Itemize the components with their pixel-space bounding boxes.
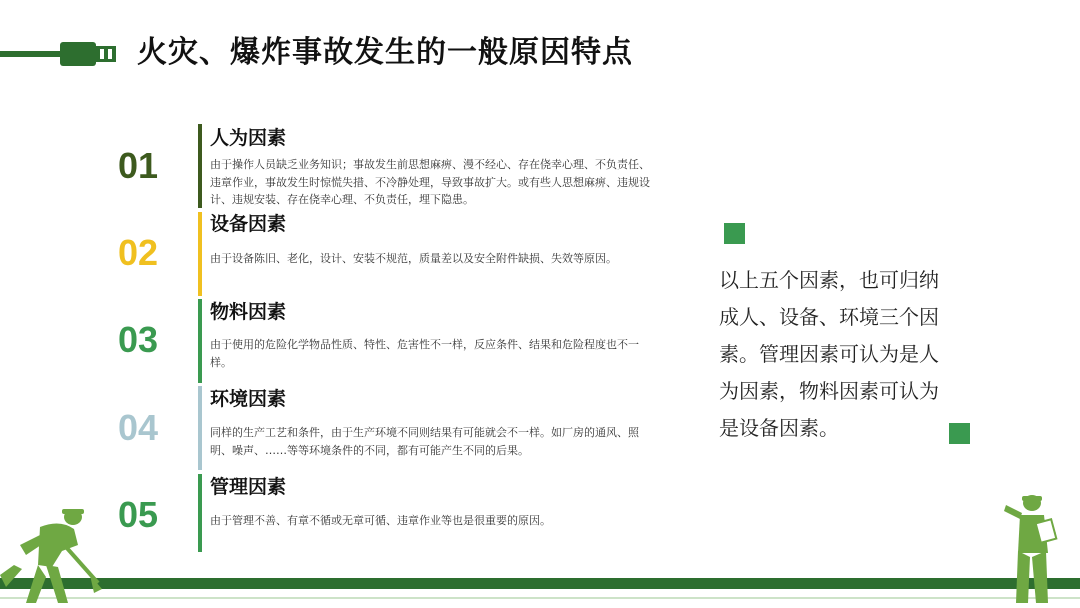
factor-number: 02 bbox=[118, 232, 159, 273]
factor-description: 由于操作人员缺乏业务知识；事故发生前思想麻痹、漫不经心、存在侥幸心理、不负责任、违章作业，事故发生时惊慌失措、不冷静处理，导致事故扩大。或有些人思想麻痹、违规设计、违规安装、存在侥幸心理、不负责任，埋下隐患。 bbox=[210, 158, 650, 206]
decor-square-bottom bbox=[949, 423, 970, 444]
plug-icon bbox=[0, 40, 120, 68]
ground-line bbox=[0, 597, 1080, 599]
factor-title: 物料因素 bbox=[210, 301, 287, 323]
factor-divider bbox=[198, 212, 202, 296]
factor-title: 环境因素 bbox=[210, 388, 287, 410]
factor-description: 由于设备陈旧、老化，设计、安装不规范，质量差以及安全附件缺损、失效等原因。 bbox=[210, 252, 617, 265]
factor-title: 人为因素 bbox=[210, 127, 287, 149]
factor-divider bbox=[198, 124, 202, 208]
factor-divider bbox=[198, 299, 202, 383]
factor-number: 05 bbox=[118, 494, 159, 535]
factor-divider bbox=[198, 474, 202, 552]
factor-number: 03 bbox=[118, 319, 159, 360]
factor-number: 01 bbox=[118, 145, 159, 186]
factor-description: 由于管理不善、有章不循或无章可循、违章作业等也是很重要的原因。 bbox=[210, 514, 551, 527]
page-title: 火灾、爆炸事故发生的一般原因特点 bbox=[137, 35, 633, 70]
decor-square-top bbox=[724, 223, 745, 244]
factor-number: 04 bbox=[118, 407, 159, 448]
factor-description: 由于使用的危险化学物品性质、特性、危害性不一样，反应条件、结果和危险程度也不一样。 bbox=[210, 338, 639, 369]
factor-title: 管理因素 bbox=[210, 476, 287, 498]
factor-description: 同样的生产工艺和条件，由于生产环境不同则结果有可能就会不一样。如厂房的通风、照明、噪声、……等等环境条件的不同，都有可能产生不同的后果。 bbox=[210, 426, 639, 457]
digging-worker-icon bbox=[0, 505, 105, 605]
factor-divider bbox=[198, 386, 202, 470]
summary-text: 以上五个因素，也可归纳成人、设备、环境三个因素。管理因素可认为是人为因素，物料因素可认为是设备因素。 bbox=[719, 268, 939, 440]
factor-title: 设备因素 bbox=[210, 213, 287, 235]
inspector-worker-icon bbox=[1000, 493, 1060, 605]
ground-stripe bbox=[0, 578, 1080, 589]
